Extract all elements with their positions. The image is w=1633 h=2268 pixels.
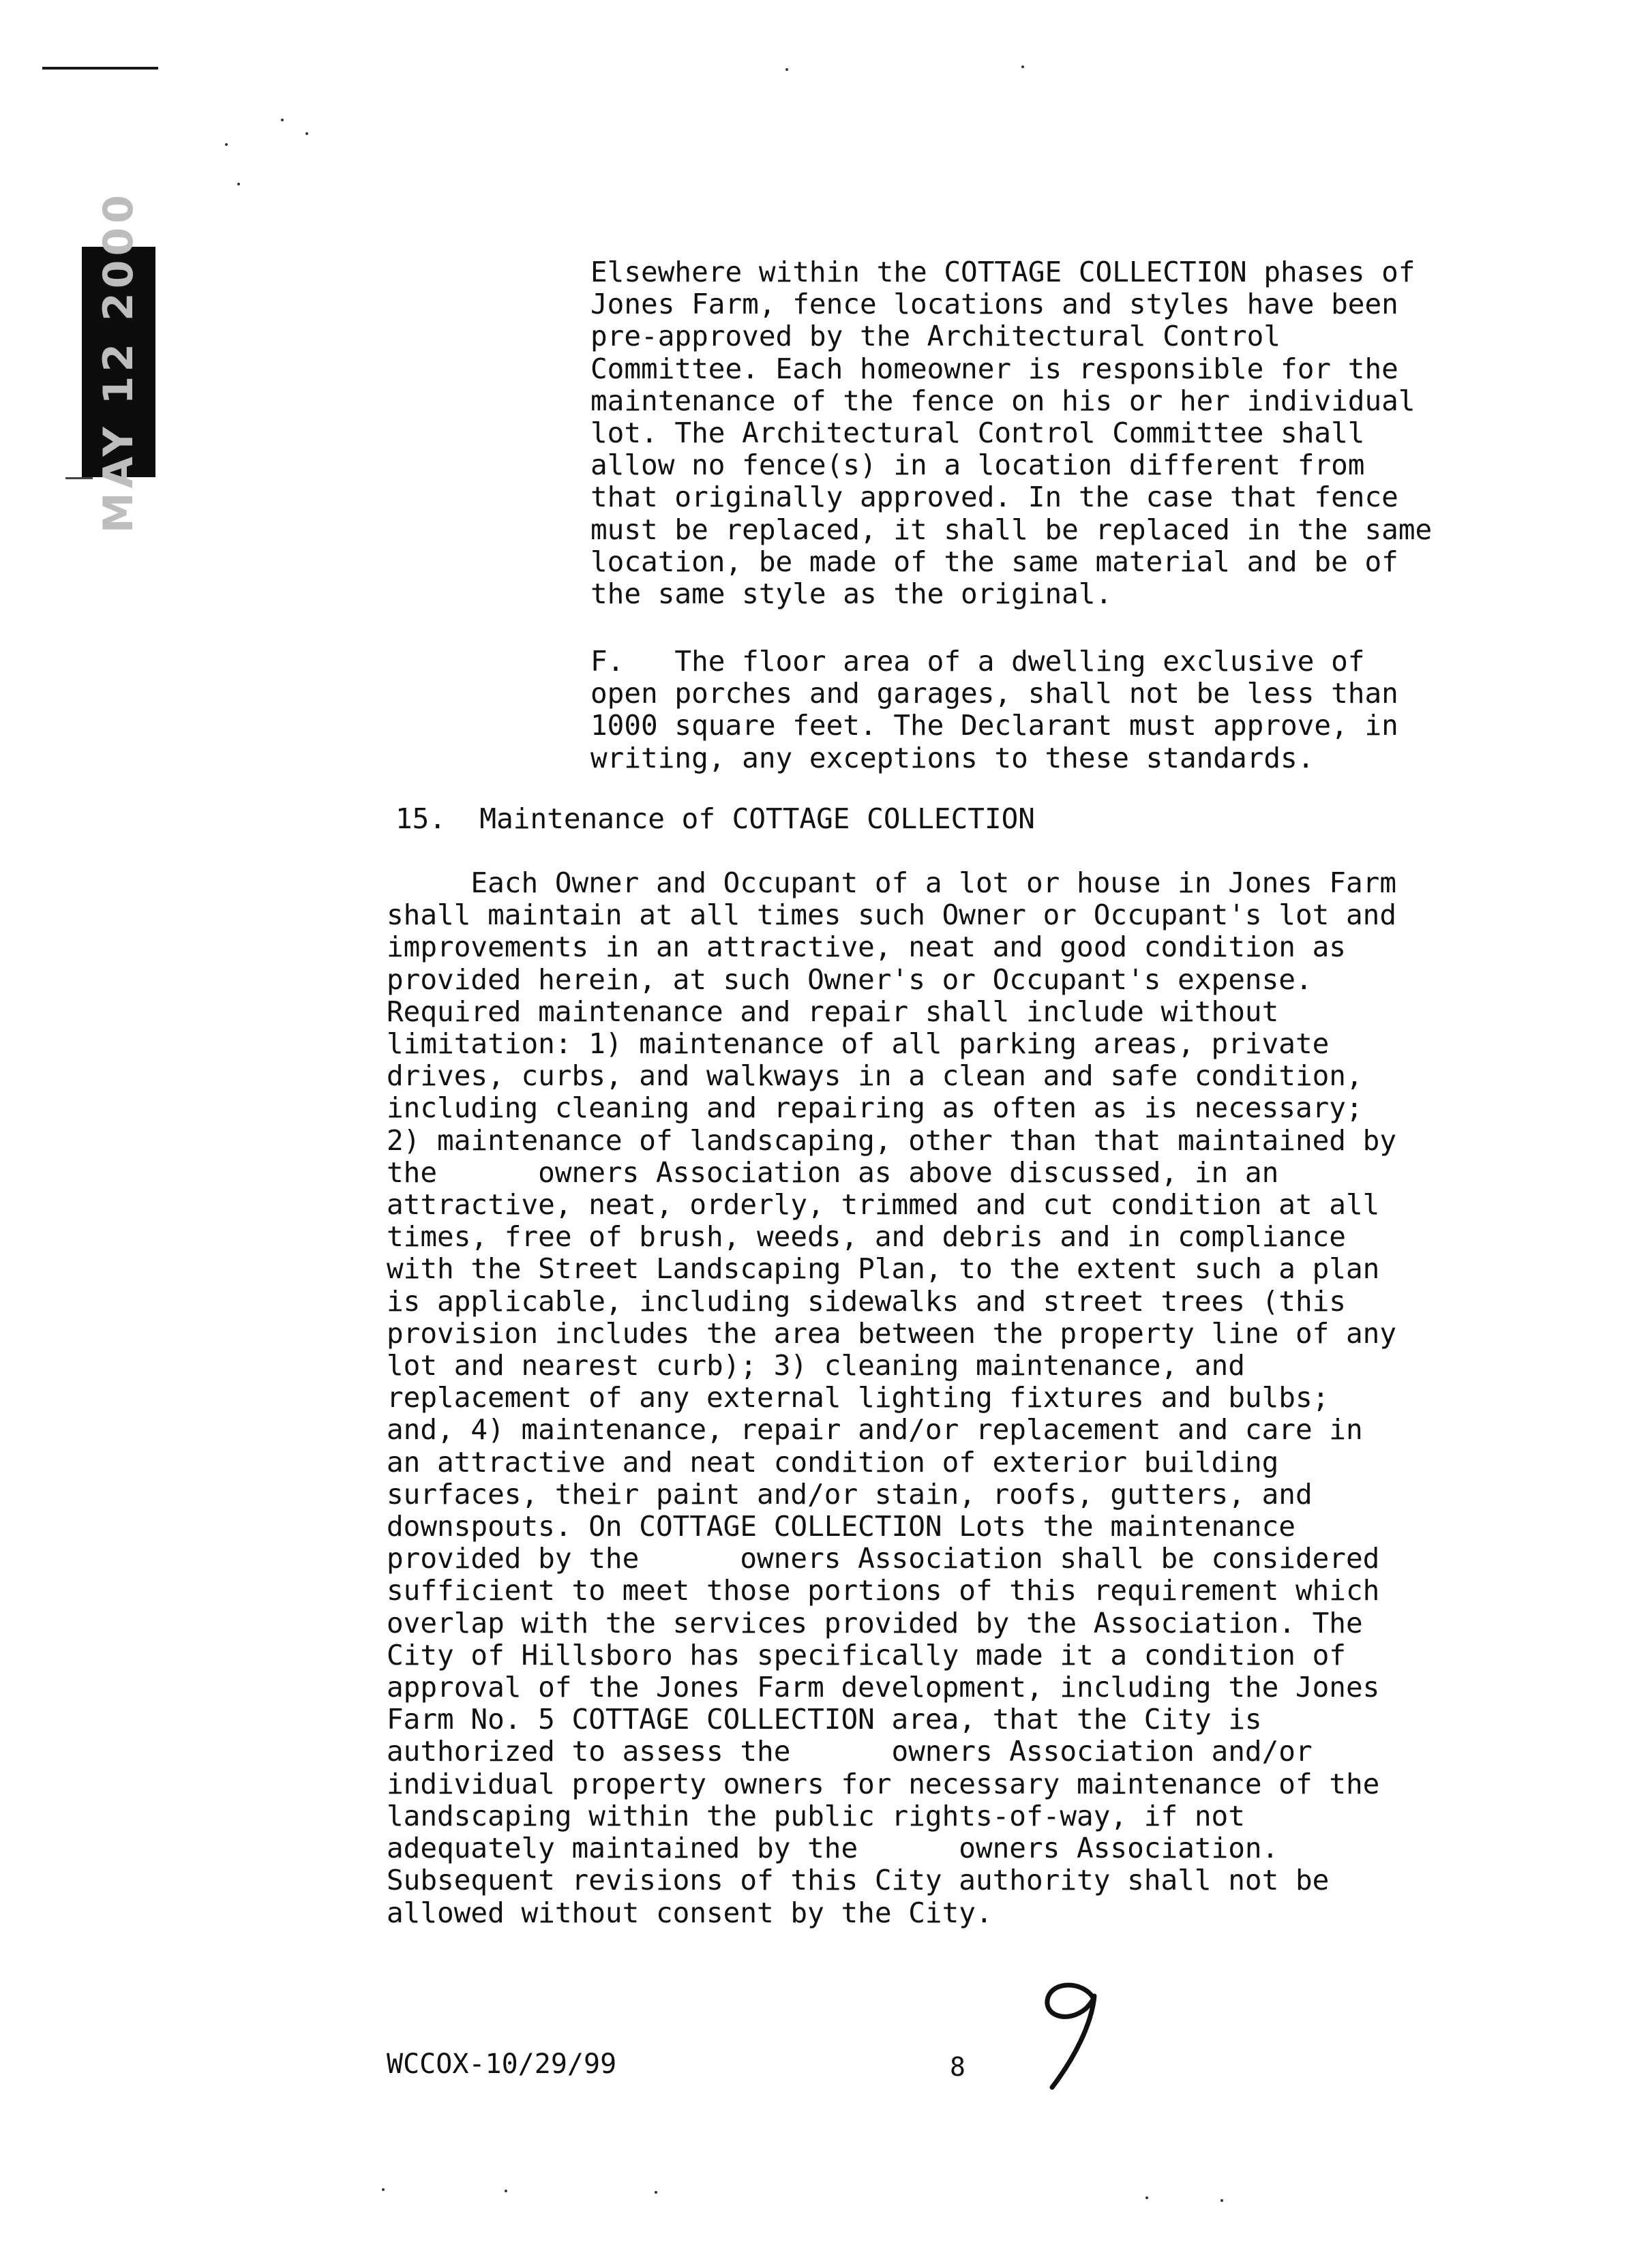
- fence-paragraph: Elsewhere within the COTTAGE COLLECTION phases of Jones Farm, fence locations and styles have been pre-approved by the Architectural Control Committee. Each homeowner is responsible for the maintenance of the fence on his or her individual lot. The Architectural Control Committee shall allow no fence(s) in a location different from that originally approved. In the case that fence must be replaced, it shall be replaced in the same location, be made of the same material and be of the same style as the original.: [590, 256, 1433, 611]
- scan-speck: [1021, 65, 1024, 68]
- scan-speck: [505, 2190, 507, 2192]
- scan-speck: [1220, 2199, 1223, 2202]
- scan-speck: [1145, 2196, 1148, 2199]
- scan-speck: [281, 119, 284, 121]
- scan-artifact-tick: [65, 477, 93, 479]
- scan-speck: [785, 68, 788, 71]
- scan-speck: [655, 2191, 657, 2194]
- scan-speck: [305, 132, 308, 135]
- maintenance-paragraph: Each Owner and Occupant of a lot or house in Jones Farm shall maintain at all times such Owner or Occupant's lot and improvements in an attractive, neat and good condition as provided herein, at such Owner's or Occupant's expense. Required maintenance and repair shall include without limitation: 1) maintenance of all parking areas, private drives, curbs, and walkways in a clean and safe condition, including cleaning and repairing as often as is necessary; 2) maintenance of landscaping, other than that maintained by the owners Association as above discussed, in an attractive, neat, orderly, trimmed and cut condition at all times, free of brush, weeds, and debris and in compliance with the Street Landscaping Plan, to the extent such a plan is applicable, including sidewalks and street trees (this provision includes the area between the property line of any lot and nearest curb); 3) cleaning maintenance, and replacement of any external lighting fixtures and bulbs; and, 4) maintenance, repair and/or replacement and care in an attractive and neat condition of exterior building surfaces, their paint and/or stain, roofs, gutters, and downspouts. On COTTAGE COLLECTION Lots the maintenance provided by the owners Association shall be considered sufficient to meet those portions of this requirement which overlap with the services provided by the Association. The City of Hillsboro has specifically made it a condition of approval of the Jones Farm development, including the Jones Farm No. 5 COTTAGE COLLECTION area, that the City is authorized to assess the owners Association and/or individual property owners for necessary maintenance of the landscaping within the public rights-of-way, if not adequately maintained by the owners Association. Subsequent revisions of this City authority shall not be allowed without consent by the City.: [387, 866, 1397, 1929]
- handwritten-page-number: [1033, 1977, 1108, 2093]
- floor-area-paragraph: F. The floor area of a dwelling exclusive of open porches and garages, shall not be less than 1000 square feet. The Declarant must approve, in writing, any exceptions to these standards.: [590, 645, 1398, 774]
- scan-speck: [382, 2188, 385, 2191]
- scan-speck: [237, 183, 240, 185]
- footer-document-code: WCCOX-10/29/99: [387, 2048, 617, 2080]
- footer-page-number: 8: [950, 2052, 965, 2082]
- stamp-text: MAY 12 2000: [95, 190, 143, 534]
- received-date-stamp: [82, 190, 155, 534]
- scan-artifact-rule: [42, 67, 158, 70]
- scan-speck: [225, 143, 228, 146]
- section-heading: 15. Maintenance of COTTAGE COLLECTION: [395, 802, 1035, 835]
